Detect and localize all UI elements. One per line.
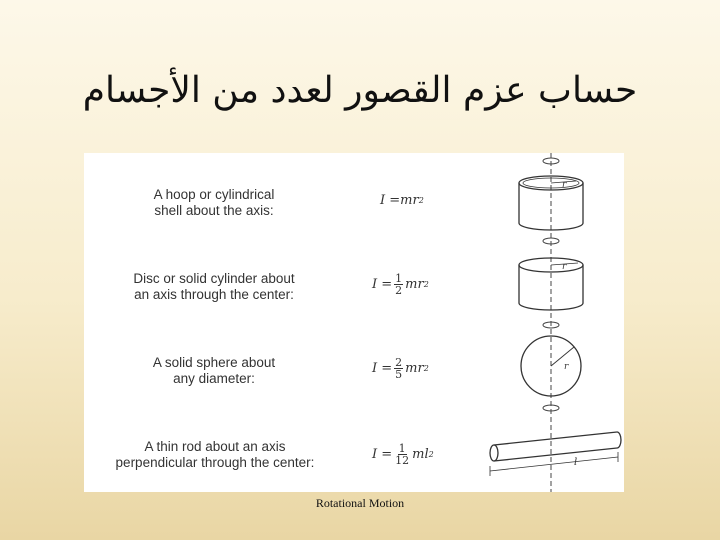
fraction-numerator: 2 — [395, 356, 403, 369]
formula-rod-lhs: I = — [372, 447, 393, 462]
formula-disc-tail: mr — [405, 277, 424, 292]
description-hoop: A hoop or cylindrical shell about the axis: — [153, 187, 275, 218]
hoop-radius-label: r — [562, 180, 567, 190]
fraction-denominator: 2 — [395, 284, 403, 297]
formula-rod-tail: ml — [412, 447, 429, 462]
formula-rod-exp: 2 — [428, 450, 434, 459]
formula-hoop-exp: 2 — [418, 196, 424, 205]
formula-sphere-tail: mr — [405, 361, 424, 376]
fraction-denominator: 12 — [395, 454, 410, 467]
description-sphere: A solid sphere about any diameter: — [152, 355, 276, 386]
fraction-numerator: 1 — [398, 442, 406, 455]
rod-length-label: l — [574, 457, 578, 468]
fraction-denominator: 5 — [395, 368, 403, 381]
shape-figures — [84, 153, 624, 492]
sphere-radius-label: r — [564, 362, 569, 372]
formula-sphere-lhs: I = — [372, 361, 393, 376]
formula-disc-lhs: I = — [372, 277, 393, 292]
moment-of-inertia-table — [84, 153, 624, 492]
slide-footer: Rotational Motion — [315, 496, 405, 510]
fraction-numerator: 1 — [395, 272, 403, 285]
formula-sphere-exp: 2 — [423, 364, 429, 373]
description-rod: A thin rod about an axis perpendicular through the center: — [115, 439, 315, 470]
cylinder-radius-label: r — [562, 262, 567, 272]
slide-title: حساب عزم القصور لعدد من الأجسام — [82, 70, 638, 111]
description-disc: Disc or solid cylinder about an axis through the center: — [133, 271, 295, 302]
formula-hoop-lhs: I = — [380, 193, 401, 208]
formula-disc-exp: 2 — [423, 280, 429, 289]
thin-rod-icon — [490, 432, 621, 476]
formula-hoop-tail: mr — [400, 193, 419, 208]
